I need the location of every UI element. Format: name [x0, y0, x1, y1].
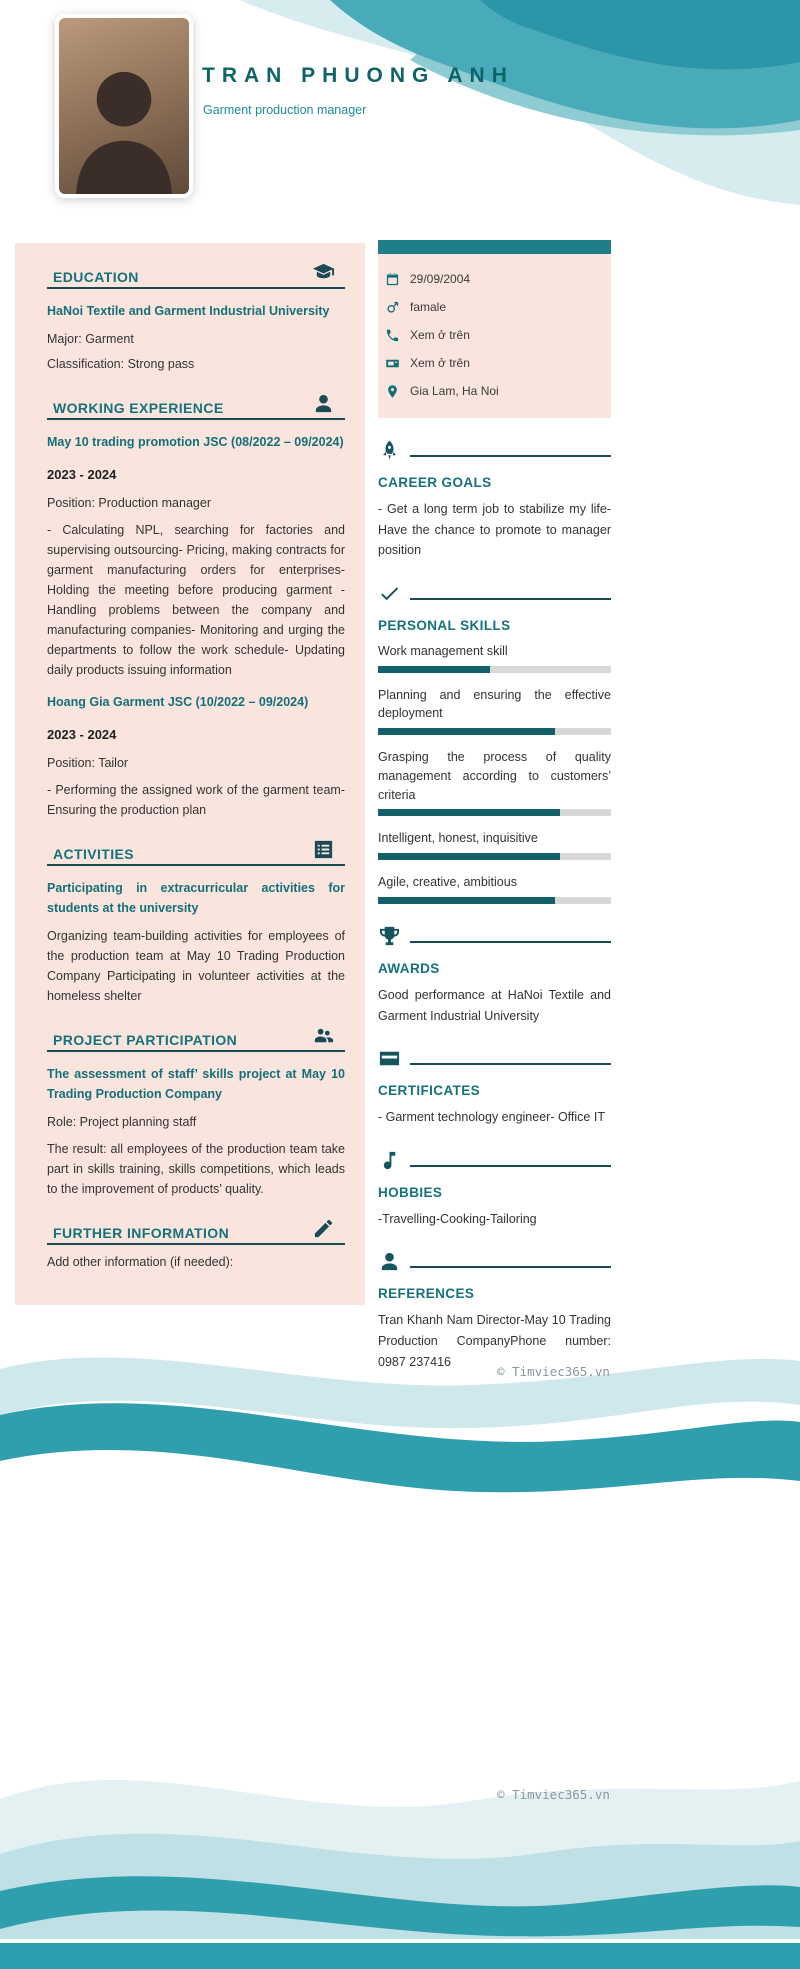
- calendar-icon: [385, 272, 400, 287]
- team-icon: [310, 1024, 337, 1047]
- contact-row-gender: [385, 293, 603, 321]
- awards-divider: [378, 925, 611, 948]
- divider-line: [410, 455, 611, 457]
- skill-label: Intelligent, honest, inquisitive: [378, 831, 538, 846]
- references-heading: REFERENCES: [378, 1286, 475, 1302]
- gender-icon: [385, 300, 400, 315]
- references-divider: [378, 1250, 611, 1273]
- education-header: [47, 261, 345, 289]
- career-goals-heading: CAREER GOALS: [378, 475, 492, 490]
- person-icon: [378, 1250, 401, 1273]
- section-experience: [47, 392, 345, 820]
- project-heading: PROJECT PARTICIPATION: [53, 1031, 238, 1048]
- divider-line: [410, 1266, 611, 1268]
- project-role: Role: Project planning staff: [47, 1114, 197, 1129]
- contact-row-fax: [385, 349, 603, 377]
- music-note-icon: [378, 1149, 401, 1172]
- awards-text: Good performance at HaNoi Textile and Garment Industrial University: [378, 987, 611, 1023]
- career-goals-divider: [378, 439, 611, 462]
- card-icon: [378, 1047, 401, 1070]
- job-company: Hoang Gia Garment JSC (10/2022 – 09/2024): [47, 694, 309, 709]
- experience-header: [47, 392, 345, 420]
- contact-row-phone: [385, 321, 603, 349]
- certificates-heading: CERTIFICATES: [378, 1083, 481, 1099]
- activity-description: Organizing team-building activities for employees of the production team at May 10 Trading Production Company Participating in volunteer activities at the homeless shelter: [47, 928, 345, 1003]
- graduation-cap-icon: [310, 261, 337, 284]
- skill-item: [378, 642, 611, 673]
- contact-block: [378, 254, 611, 418]
- skill-bar-fill: [378, 853, 560, 860]
- activities-heading: ACTIVITIES: [53, 845, 135, 862]
- section-project: [47, 1024, 345, 1199]
- trophy-icon: [378, 925, 401, 948]
- skill-bar-fill: [378, 728, 555, 735]
- profile-photo: [55, 14, 193, 198]
- skill-item: [378, 829, 611, 860]
- section-education: [47, 261, 345, 374]
- experience-heading: WORKING EXPERIENCE: [53, 400, 224, 416]
- references-text: Tran Khanh Nam Director-May 10 Trading Production CompanyPhone number: 0987 237416: [378, 1313, 611, 1369]
- contact-address: Gia Lam, Ha Noi: [410, 384, 499, 398]
- hobbies-text: -Travelling-Cooking-Tailoring: [378, 1211, 537, 1226]
- job-description: - Performing the assigned work of the garment team- Ensuring the production plan: [47, 782, 345, 817]
- job-period: 2023 - 2024: [47, 726, 117, 742]
- skill-bar-fill: [378, 809, 560, 816]
- job-period: 2023 - 2024: [47, 467, 117, 482]
- section-further-info: [47, 1217, 345, 1272]
- divider-line: [410, 1165, 611, 1167]
- list-icon: [310, 838, 337, 861]
- divider-line: [410, 598, 611, 600]
- job-description: - Calculating NPL, searching for factories and supervising outsourcing- Pricing, making contracts for garment manufacturing orders for enterprises- Holding the meeting before producing garment - Handling problems between the company and manufacturing companies- Monitoring and urging the departments to follow the work schedule- Updating daily products issuing information: [47, 522, 345, 677]
- skill-item: [378, 748, 611, 816]
- skill-bar-track: [378, 809, 611, 816]
- job-position: Position: Tailor: [47, 755, 129, 770]
- location-icon: [385, 384, 400, 399]
- candidate-name: TRAN PHUONG ANH: [202, 64, 514, 87]
- certificates-divider: [378, 1047, 611, 1070]
- site-credit: © Timviec365.vn: [497, 1364, 610, 1379]
- activity-title: Participating in extracurricular activities for students at the university: [47, 880, 345, 915]
- contact-birthday: 29/09/2004: [410, 272, 471, 286]
- school-name: HaNoi Textile and Garment Industrial University: [47, 304, 330, 318]
- person-icon: [310, 392, 337, 415]
- bottom-wave-decoration: [0, 1329, 800, 1969]
- project-title: The assessment of staff’ skills project at May 10 Trading Production Company: [47, 1066, 345, 1101]
- project-result: The result: all employees of the production team take part in skills training, skills competitions, which leads to the improvement of products’ quality.: [47, 1141, 345, 1196]
- education-major: Major: Garment: [47, 332, 134, 346]
- skill-item: [378, 686, 611, 736]
- section-activities: [47, 838, 345, 1006]
- project-header: [47, 1024, 345, 1052]
- skill-bar-track: [378, 897, 611, 904]
- skill-bar-fill: [378, 666, 490, 673]
- job-company: May 10 trading promotion JSC (08/2022 – 09/2024): [47, 435, 344, 449]
- skill-bar-track: [378, 853, 611, 860]
- contact-phone: Xem ở trên: [410, 328, 470, 342]
- fax-icon: [385, 356, 400, 371]
- education-heading: EDUCATION: [53, 269, 139, 285]
- hobbies-divider: [378, 1149, 611, 1172]
- education-classification: Classification: Strong pass: [47, 357, 195, 371]
- skill-bar-fill: [378, 897, 555, 904]
- hobbies-heading: HOBBIES: [378, 1184, 443, 1200]
- awards-heading: AWARDS: [378, 960, 440, 976]
- divider-line: [410, 1063, 611, 1065]
- skill-label: Work management skill: [378, 643, 508, 658]
- further-info-note: Add other information (if needed):: [47, 1254, 234, 1269]
- career-goals-text: - Get a long term job to stabilize my life- Have the chance to promote to manager position: [378, 502, 611, 558]
- skill-bar-track: [378, 728, 611, 735]
- right-column-top-bar: [378, 240, 611, 254]
- site-credit: © Timviec365.vn: [497, 1787, 610, 1802]
- checkmark-icon: [378, 582, 401, 605]
- skill-bar-track: [378, 666, 611, 673]
- further-info-heading: FURTHER INFORMATION: [53, 1224, 230, 1241]
- skills-heading: PERSONAL SKILLS: [378, 617, 511, 633]
- phone-icon: [385, 328, 400, 343]
- certificates-text: - Garment technology engineer- Office IT: [378, 1110, 605, 1125]
- contact-fax: Xem ở trên: [410, 356, 470, 370]
- candidate-title: Garment production manager: [203, 103, 367, 117]
- skill-label: Agile, creative, ambitious: [378, 875, 517, 890]
- skill-label: Grasping the process of quality management according to customers’ criteria: [378, 750, 611, 802]
- skills-divider: [378, 582, 611, 605]
- contact-row-birthday: [385, 265, 603, 293]
- further-info-header: [47, 1217, 345, 1245]
- activities-header: [47, 838, 345, 866]
- skill-label: Planning and ensuring the effective deployment: [378, 687, 611, 721]
- rocket-icon: [378, 439, 401, 462]
- contact-gender: famale: [410, 300, 447, 314]
- skill-item: [378, 873, 611, 904]
- left-column: [15, 243, 365, 1305]
- contact-row-address: [385, 377, 603, 405]
- pencil-icon: [310, 1217, 337, 1240]
- divider-line: [410, 941, 611, 943]
- job-position: Position: Production manager: [47, 495, 211, 510]
- right-column: [378, 240, 611, 1372]
- person-silhouette-icon: [59, 42, 189, 198]
